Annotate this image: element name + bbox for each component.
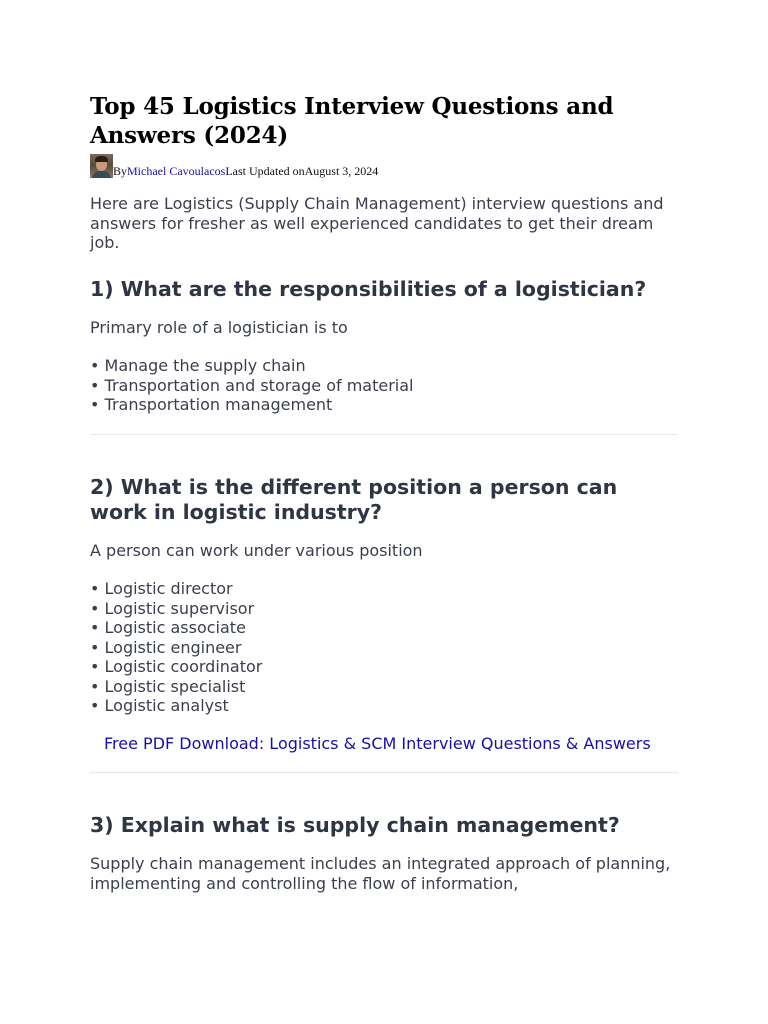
list-item: • Logistic analyst	[90, 696, 229, 715]
answer-list	[90, 579, 678, 716]
list-item: • Logistic director	[90, 579, 233, 598]
list-item: • Transportation management	[90, 395, 333, 414]
pdf-download-link[interactable]: Free PDF Download: Logistics & SCM Interview Questions & Answers	[104, 733, 651, 753]
list-item: • Logistic specialist	[90, 676, 246, 696]
answer-lead: Primary role of a logistician is to	[90, 317, 348, 337]
author-link[interactable]: Michael Cavoulacos	[127, 164, 226, 178]
question-heading: 2) What is the different position a person can work in logistic industry?	[90, 474, 618, 524]
byline-by: By	[113, 164, 128, 178]
answer-lead: A person can work under various position	[90, 540, 423, 560]
section-divider	[90, 434, 678, 435]
list-item: • Manage the supply chain	[90, 356, 306, 375]
list-item: • Logistic coordinator	[90, 657, 263, 676]
list-item: • Logistic associate	[90, 618, 246, 637]
question-heading: 1) What are the responsibilities of a logistician?	[90, 276, 647, 301]
list-item: • Logistic engineer	[90, 637, 242, 657]
question-1	[90, 277, 678, 415]
section-divider	[90, 772, 678, 773]
intro-paragraph: Here are Logistics (Supply Chain Management) interview questions and answers for fresher as well experienced candidates to get their dream job.	[90, 194, 664, 252]
question-3	[90, 813, 678, 893]
updated-date: August 3, 2024	[304, 164, 379, 178]
list-item: • Logistic supervisor	[90, 598, 255, 618]
page-title: Top 45 Logistics Interview Questions and Answers (2024)	[90, 93, 614, 149]
question-2	[90, 475, 678, 754]
answer-list	[90, 356, 678, 415]
article	[90, 92, 678, 893]
answer-lead: Supply chain management includes an integrated approach of planning, implementing and controlling the flow of information,	[90, 854, 671, 893]
avatar	[90, 154, 113, 178]
question-heading: 3) Explain what is supply chain management?	[90, 813, 620, 837]
list-item: • Transportation and storage of material	[90, 375, 414, 395]
last-updated-label: Last Updated on	[225, 164, 305, 178]
byline	[90, 152, 678, 178]
